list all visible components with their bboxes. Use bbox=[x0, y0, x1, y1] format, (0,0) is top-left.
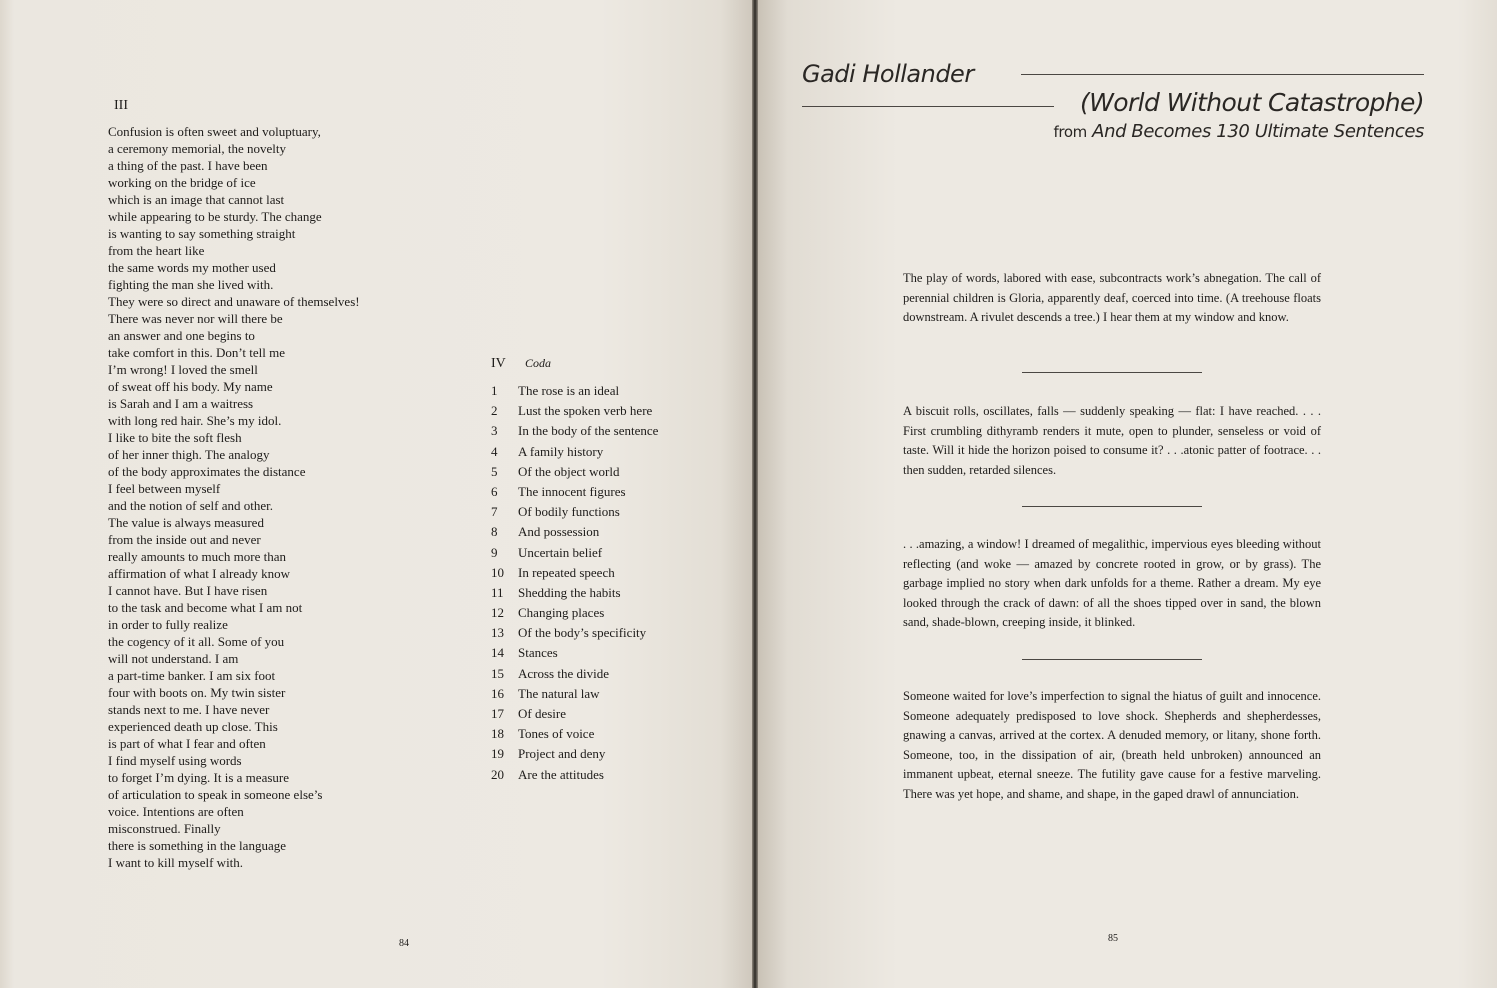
poem-line: is Sarah and I am a waitress bbox=[108, 396, 254, 411]
coda-item-number: 7 bbox=[491, 504, 498, 520]
coda-item bbox=[491, 381, 711, 401]
coda-item bbox=[491, 704, 711, 724]
coda-item bbox=[491, 643, 711, 663]
coda-item-number: 15 bbox=[491, 665, 504, 681]
coda-item-number: 19 bbox=[491, 746, 504, 762]
poem-section-three bbox=[108, 98, 398, 871]
subtitle-book: And Becomes 130 Ultimate Sentences bbox=[1092, 121, 1424, 142]
coda-item-text: The natural law bbox=[518, 685, 600, 701]
poem-line: voice. Intentions are often bbox=[108, 804, 244, 819]
page-number-left: 84 bbox=[399, 938, 409, 949]
poem-line: which is an image that cannot last bbox=[108, 192, 285, 207]
coda-item-text: Project and deny bbox=[518, 746, 606, 762]
coda-item-number: 9 bbox=[491, 544, 498, 560]
poem-line: There was never nor will there be bbox=[108, 311, 283, 326]
poem-line: is wanting to say something straight bbox=[108, 226, 296, 241]
poem-line: to the task and become what I am not bbox=[108, 600, 303, 615]
poem-section-four-coda bbox=[491, 356, 711, 785]
coda-item-text: And possession bbox=[518, 524, 600, 540]
coda-item-text: Lust the spoken verb here bbox=[518, 403, 653, 419]
poem-line: really amounts to much more than bbox=[108, 549, 286, 564]
coda-item-number: 4 bbox=[491, 443, 498, 459]
poem-line: I find myself using words bbox=[108, 753, 242, 768]
coda-list bbox=[491, 381, 711, 785]
coda-item-text: Of the object world bbox=[518, 463, 620, 479]
poem-line: fighting the man she lived with. bbox=[108, 277, 274, 292]
poem-line: I feel between myself bbox=[108, 481, 221, 496]
section-number: IV bbox=[491, 356, 506, 371]
poem-line: working on the bridge of ice bbox=[108, 175, 256, 190]
poem-line: in order to fully realize bbox=[108, 617, 228, 632]
coda-item-text: Of bodily functions bbox=[518, 504, 620, 520]
poem-line: and the notion of self and other. bbox=[108, 498, 273, 513]
author-name: Gadi Hollander bbox=[802, 60, 974, 88]
poem-line: a part-time banker. I am six foot bbox=[108, 668, 276, 683]
coda-item bbox=[491, 684, 711, 704]
piece-title: (World Without Catastrophe) bbox=[1080, 88, 1424, 117]
coda-item-number: 5 bbox=[491, 463, 498, 479]
coda-item-text: Uncertain belief bbox=[518, 544, 603, 560]
poem-line: while appearing to be sturdy. The change bbox=[108, 209, 322, 224]
coda-item bbox=[491, 583, 711, 603]
show-through-text bbox=[540, 130, 543, 149]
coda-item bbox=[491, 664, 711, 684]
coda-item-text: The rose is an ideal bbox=[518, 383, 620, 398]
coda-item bbox=[491, 623, 711, 643]
coda-item-text: Of the body’s specificity bbox=[518, 625, 647, 641]
coda-item-text: Changing places bbox=[518, 605, 605, 621]
coda-item-text: Shedding the habits bbox=[518, 584, 621, 600]
coda-item-text: The innocent figures bbox=[518, 483, 626, 499]
prose-paragraph: Someone waited for love’s imperfection to signal the hiatus of guilt and innocence. Someone adequately predisposed to love shock. Shepherds and shepherdesses, gnawing a canvas, arrived at the cortex. A denuded memory, or litany, shone forth. Someone, too, in the dissipation of air, (breath held unbroken) announced an immanent upbeat, eternal sneeze. The futility gave cause for a festive marveling. There was yet hope, and shame, and shape, in the gaped drawl of annunciation. bbox=[903, 689, 1321, 801]
coda-item bbox=[491, 522, 711, 542]
poem-line: stands next to me. I have never bbox=[108, 702, 270, 717]
piece-subtitle bbox=[1054, 121, 1424, 142]
coda-item-number: 10 bbox=[491, 564, 504, 580]
poem-line: affirmation of what I already know bbox=[108, 566, 291, 581]
coda-item-text: Stances bbox=[518, 645, 558, 661]
poem-line: there is something in the language bbox=[108, 838, 286, 853]
poem-line: The value is always measured bbox=[108, 515, 264, 530]
poem-line: of articulation to speak in someone else’s bbox=[108, 787, 323, 802]
poem-line: is part of what I fear and often bbox=[108, 736, 266, 751]
page-number-right: 85 bbox=[1108, 933, 1118, 944]
section-divider bbox=[1022, 372, 1202, 373]
coda-item-text: Of desire bbox=[518, 706, 567, 721]
coda-item-number: 2 bbox=[491, 403, 498, 419]
coda-item-text: Are the attitudes bbox=[518, 766, 604, 782]
poem-line: with long red hair. She’s my idol. bbox=[108, 413, 282, 428]
coda-item-number: 17 bbox=[491, 706, 504, 721]
poem-line: I’m wrong! I loved the smell bbox=[108, 362, 258, 377]
section-number: III bbox=[114, 98, 128, 113]
coda-item bbox=[491, 744, 711, 764]
coda-item bbox=[491, 543, 711, 563]
poem-line: They were so direct and unaware of themselves! bbox=[108, 294, 360, 309]
poem-line: a thing of the past. I have been bbox=[108, 158, 268, 173]
poem-line: misconstrued. Finally bbox=[108, 821, 221, 836]
poem-line: will not understand. I am bbox=[108, 651, 239, 666]
coda-item bbox=[491, 462, 711, 482]
poem-line: the cogency of it all. Some of you bbox=[108, 634, 285, 649]
prose-paragraph: . . .amazing, a window! I dreamed of megalithic, impervious eyes bleeding without reflecting (and woke — amazed by concrete rooted in grow, or by grass). The garbage implied no story when dark unfolds for a theme. Rather a dream. My eye looked through the crack of dawn: of all the shoes tipped over in sand, the blown sand, shade-blown, creeping inside, it blinked. bbox=[903, 537, 1321, 630]
section-divider bbox=[1022, 506, 1202, 507]
poem-line: of her inner thigh. The analogy bbox=[108, 447, 270, 462]
poem-line: I cannot have. But I have risen bbox=[108, 583, 268, 598]
coda-item-number: 6 bbox=[491, 483, 498, 499]
poem-line: experienced death up close. This bbox=[108, 719, 278, 734]
coda-item bbox=[491, 421, 711, 441]
poem-line: from the inside out and never bbox=[108, 532, 261, 547]
coda-item-text: In the body of the sentence bbox=[518, 423, 659, 439]
poem-line: to forget I’m dying. It is a measure bbox=[108, 770, 289, 785]
poem-line: of sweat off his body. My name bbox=[108, 379, 273, 394]
prose-paragraph: A biscuit rolls, oscillates, falls — suddenly speaking — flat: I have reached. . . . First crumbling dithyramb renders it mute, open to plunder, senseless or void of taste. Will it hide the horizon poised to consume it? . . .atonic patter of footrace. . . then sudden, retarded silences. bbox=[903, 404, 1321, 477]
poem-line: the same words my mother used bbox=[108, 260, 276, 275]
poem-line: four with boots on. My twin sister bbox=[108, 685, 286, 700]
coda-item bbox=[491, 563, 711, 583]
coda-heading bbox=[491, 356, 711, 376]
poem-line: Confusion is often sweet and voluptuary, bbox=[108, 124, 321, 139]
coda-item-number: 1 bbox=[491, 383, 498, 398]
coda-item-text: In repeated speech bbox=[518, 564, 615, 580]
coda-item-number: 13 bbox=[491, 625, 504, 641]
poem-line: take comfort in this. Don’t tell me bbox=[108, 345, 286, 360]
poem-line: a ceremony memorial, the novelty bbox=[108, 141, 286, 156]
right-page bbox=[758, 0, 1497, 988]
prose-paragraph: The play of words, labored with ease, subcontracts work’s abnegation. The call of perennial children is Gloria, apparently deaf, coerced into time. (A treehouse floats downstream. A rivulet descends a tree.) I hear them at my window and know. bbox=[903, 271, 1321, 325]
coda-item-number: 11 bbox=[491, 584, 504, 600]
coda-item-text: A family history bbox=[518, 443, 604, 459]
subtitle-from: from bbox=[1053, 123, 1087, 141]
coda-item bbox=[491, 401, 711, 421]
coda-item bbox=[491, 765, 711, 785]
coda-item bbox=[491, 482, 711, 502]
section-divider bbox=[1022, 659, 1202, 660]
coda-item-number: 14 bbox=[491, 645, 504, 661]
coda-item bbox=[491, 724, 711, 744]
poem-line: I want to kill myself with. bbox=[108, 855, 244, 870]
coda-item-number: 20 bbox=[491, 766, 504, 782]
poem-line: an answer and one begins to bbox=[108, 328, 255, 343]
poem-line: I like to bite the soft flesh bbox=[108, 430, 242, 445]
coda-item-number: 3 bbox=[491, 423, 498, 439]
coda-item bbox=[491, 603, 711, 623]
poem-line: of the body approximates the distance bbox=[108, 464, 306, 479]
coda-item bbox=[491, 442, 711, 462]
coda-item-number: 12 bbox=[491, 605, 504, 621]
coda-item-number: 8 bbox=[491, 524, 498, 540]
coda-item-text: Tones of voice bbox=[518, 726, 595, 742]
coda-item bbox=[491, 502, 711, 522]
coda-item-number: 18 bbox=[491, 726, 504, 742]
coda-title: Coda bbox=[525, 356, 552, 370]
poem-lines bbox=[108, 123, 398, 871]
author-rule bbox=[1021, 74, 1424, 75]
coda-item-text: Across the divide bbox=[518, 665, 609, 681]
coda-item-number: 16 bbox=[491, 685, 504, 701]
title-rule bbox=[802, 106, 1054, 107]
poem-line: from the heart like bbox=[108, 243, 205, 258]
